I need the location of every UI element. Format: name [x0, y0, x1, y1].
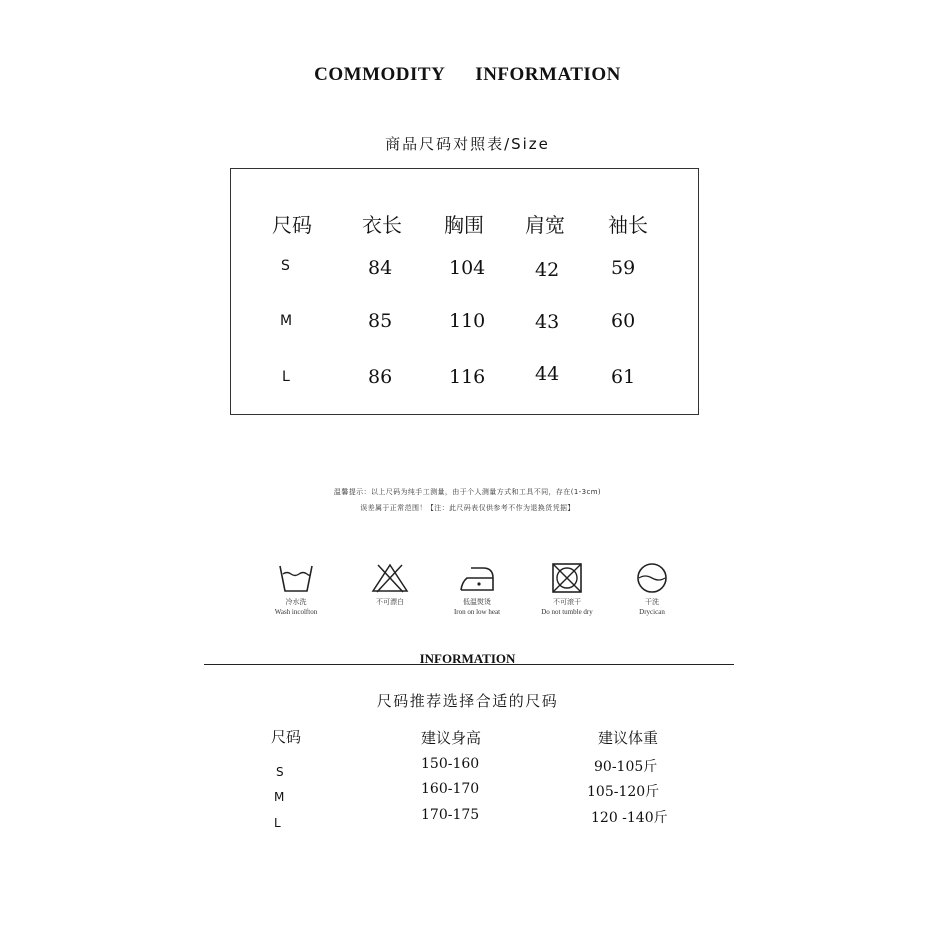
size-cell: M	[280, 313, 293, 329]
care-label-cn: 冷水洗	[285, 598, 307, 606]
size-cell: 44	[535, 363, 560, 385]
size-header-chest: 胸围	[444, 213, 484, 237]
care-label-en: Do not tumble dry	[541, 608, 593, 616]
care-label-en: Drycican	[639, 608, 665, 616]
care-iron-low	[437, 562, 517, 616]
rec-header-height: 建议身高	[421, 729, 482, 747]
rec-cell: 150-160	[421, 756, 480, 772]
dry-clean-icon	[632, 562, 672, 594]
size-header-size: 尺码	[272, 213, 312, 237]
care-label-en: Wash incolfton	[274, 608, 318, 616]
care-no-tumble-dry	[527, 562, 607, 616]
rec-cell: M	[274, 790, 285, 804]
size-cell: 104	[449, 257, 486, 279]
rec-header-weight: 建议体重	[598, 729, 659, 747]
rec-cell: S	[276, 765, 284, 779]
iron-low-icon	[457, 562, 497, 594]
size-cell: 61	[611, 366, 636, 388]
care-no-bleach	[350, 562, 430, 608]
size-cell: 110	[449, 310, 486, 332]
size-cell: 86	[368, 366, 393, 388]
rec-header-size: 尺码	[271, 728, 302, 746]
title-information: INFORMATION	[475, 64, 621, 85]
rec-cell: 105-120斤	[587, 784, 660, 800]
size-cell: L	[282, 369, 290, 385]
care-label-cn: 干洗	[645, 598, 659, 606]
size-cell: 59	[611, 257, 636, 279]
care-dry-clean	[612, 562, 692, 616]
size-header-shoulder: 肩宽	[525, 213, 565, 237]
care-label-cn: 低温熨烫	[463, 598, 491, 606]
care-label-en: Iron on low heat	[453, 608, 501, 616]
size-table	[230, 168, 699, 415]
measurement-notice-line-2: 误差属于正常范围！【注：此尺码表仅供参考不作为退换货凭据】	[360, 504, 575, 512]
size-cell: 116	[449, 366, 486, 388]
size-cell: 60	[611, 310, 636, 332]
care-wash-cold	[256, 562, 336, 616]
size-cell: 42	[535, 259, 560, 281]
title-commodity: COMMODITY	[314, 64, 446, 85]
care-label-cn: 不可滚干	[553, 598, 581, 606]
measurement-notice-line-1: 温馨提示：以上尺码为纯手工测量，由于个人测量方式和工具不同，存在(1-3cm)	[333, 488, 602, 496]
rec-cell: 120 -140斤	[591, 810, 668, 826]
page-title	[0, 64, 935, 86]
rec-cell: 90-105斤	[594, 759, 658, 775]
size-header-sleeve: 袖长	[608, 213, 648, 237]
care-label-cn: 不可漂白	[376, 598, 404, 606]
size-cell: 43	[535, 311, 560, 333]
rec-cell: 160-170	[421, 781, 480, 797]
information-heading: INFORMATION	[419, 651, 516, 666]
no-tumble-dry-icon	[547, 562, 587, 594]
rec-cell: L	[274, 816, 281, 830]
no-bleach-icon	[370, 562, 410, 594]
recommendation-title: 尺码推荐选择合适的尺码	[376, 692, 559, 710]
wash-cold-icon	[276, 562, 316, 594]
size-table-title: 商品尺码对照表/Size	[385, 135, 550, 153]
size-header-length: 衣长	[362, 213, 402, 237]
rec-cell: 170-175	[421, 807, 480, 823]
size-cell: 84	[368, 257, 393, 279]
size-cell: S	[281, 258, 290, 274]
size-cell: 85	[368, 310, 393, 332]
